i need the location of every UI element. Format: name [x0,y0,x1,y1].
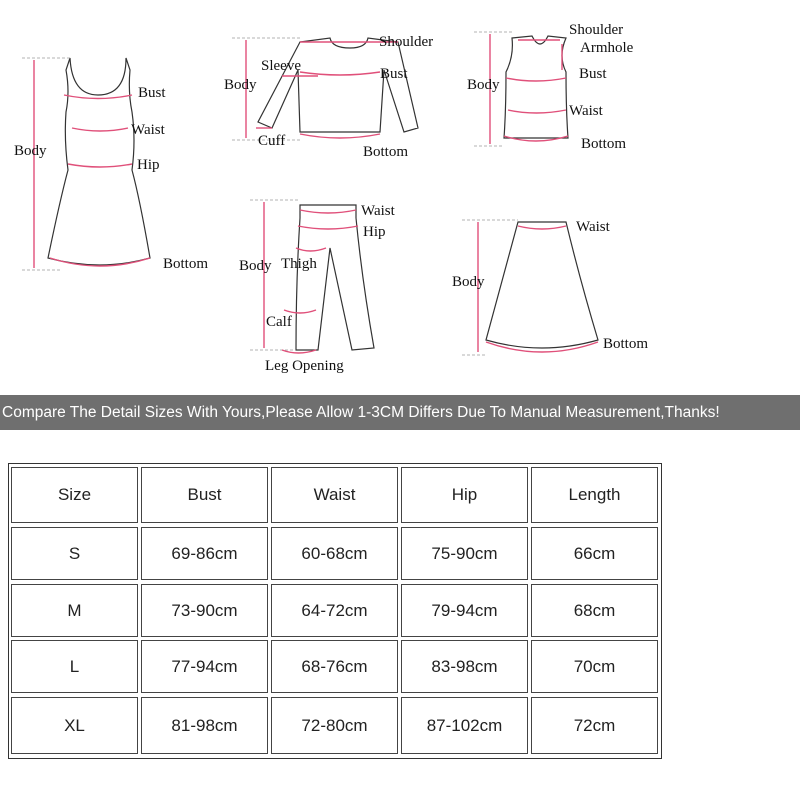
table-cell: 79-94cm [401,584,528,637]
dress-body-label: Body [14,143,47,159]
dress-outline [48,58,150,265]
dress-waist-label: Waist [131,122,165,138]
pants-waist-label: Waist [361,203,395,219]
dress-bottom-label: Bottom [163,256,209,272]
table-cell: 64-72cm [271,584,398,637]
pants-hip-label: Hip [363,224,386,240]
table-cell: 75-90cm [401,527,528,580]
top-cuff-label: Cuff [258,133,286,149]
pants-thigh-label: Thigh [281,256,317,272]
vest-armhole-label: Armhole [580,40,634,56]
measurement-note-banner: Compare The Detail Sizes With Yours,Please Allow 1-3CM Differs Due To Manual Measurement,Thanks! [0,395,800,430]
vest-bust-label: Bust [579,66,607,82]
table-cell: M [11,584,138,637]
vest-outline [504,36,568,138]
table-cell: 72cm [531,697,658,754]
table-cell: S [11,527,138,580]
table-cell: 66cm [531,527,658,580]
vest-waist-label: Waist [569,103,603,119]
size-table [8,463,662,759]
top-body-label: Body [224,77,257,93]
skirt-waist-label: Waist [576,219,610,235]
skirt-bottom-label: Bottom [603,336,649,352]
table-cell: 73-90cm [141,584,268,637]
table-cell: 68-76cm [271,640,398,693]
dress-hip-label: Hip [137,157,160,173]
header-cell-waist: Waist [271,467,398,523]
table-cell: XL [11,697,138,754]
measurement-diagrams [0,0,800,395]
vest-bottom-label: Bottom [581,136,627,152]
header-cell-hip: Hip [401,467,528,523]
vest-shoulder-label: Shoulder [569,22,624,38]
header-cell-length: Length [531,467,658,523]
table-cell: L [11,640,138,693]
top-sleeve-label: Sleeve [261,58,301,74]
pants-calf-label: Calf [266,314,292,330]
top-bust-label: Bust [380,66,408,82]
skirt-outline [486,222,598,348]
pants-leg-opening-label: Leg Opening [265,358,344,374]
table-cell: 68cm [531,584,658,637]
table-cell: 69-86cm [141,527,268,580]
header-cell-size: Size [11,467,138,523]
table-cell: 72-80cm [271,697,398,754]
top-outline [258,38,418,132]
table-cell: 81-98cm [141,697,268,754]
dress-bust-label: Bust [138,85,166,101]
vest-body-label: Body [467,77,500,93]
table-cell: 70cm [531,640,658,693]
garment-sketches [0,0,800,395]
table-cell: 77-94cm [141,640,268,693]
table-cell: 60-68cm [271,527,398,580]
pants-body-label: Body [239,258,272,274]
top-bottom-label: Bottom [363,144,409,160]
skirt-body-label: Body [452,274,485,290]
top-shoulder-label: Shoulder [379,34,434,50]
table-cell: 87-102cm [401,697,528,754]
table-cell: 83-98cm [401,640,528,693]
header-cell-bust: Bust [141,467,268,523]
